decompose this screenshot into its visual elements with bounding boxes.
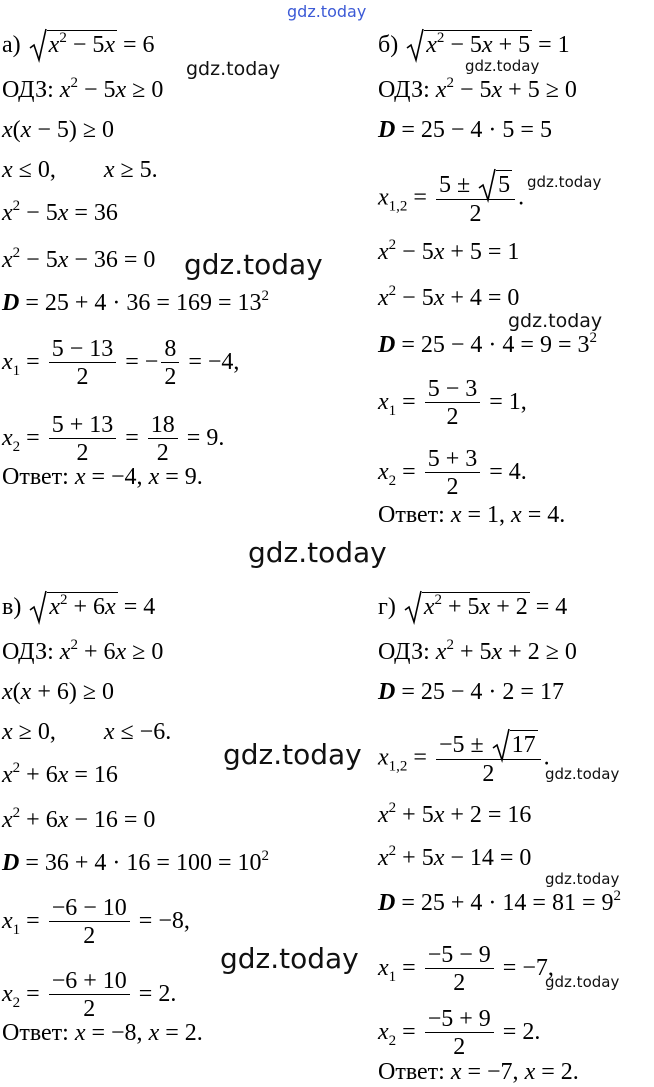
watermark: gdz.today — [248, 536, 387, 569]
problem-a-discriminant: $D = 25 + 4 \cdot 36 = 169 = 13^2$ — [2, 288, 269, 316]
problem-v-label: в) — [2, 594, 22, 620]
problem-b-discriminant2: $D = 25 - 4 \cdot 4 = 9 = 3^2$ — [378, 330, 597, 358]
problem-g-label: г) — [378, 594, 396, 620]
problem-a-odz: ОДЗ: $x^2 - 5x \ge 0$ — [2, 75, 164, 103]
problem-g-discriminant2: $D = 25 + 4 \cdot 14 = 81 = 9^2$ — [378, 888, 621, 916]
watermark: gdz.today — [545, 765, 620, 783]
problem-v-root1: $x_1$ = $\frac{-6 - 10}{2}$ = −8, — [2, 895, 190, 949]
watermark: gdz.today — [545, 973, 620, 991]
watermark: gdz.today — [223, 738, 362, 771]
watermark: gdz.today — [184, 248, 323, 281]
problem-a-label: а) — [2, 32, 21, 58]
problem-v-answer: Ответ: x = −8, x = 2. — [2, 1020, 203, 1046]
problem-b-label: б) — [378, 32, 399, 58]
problem-b-discriminant: D = 25 − 4 · 5 = 5 — [378, 117, 552, 143]
watermark: gdz.today — [545, 870, 620, 888]
problem-g-root1: $x_1$ = $\frac{-5 - 9}{2}$ = −7, — [378, 942, 554, 996]
watermark: gdz.today — [186, 58, 281, 80]
watermark: gdz.today — [465, 57, 540, 75]
problem-b-root2: $x_2$ = $\frac{5 + 3}{2}$ = 4. — [378, 446, 527, 500]
problem-g-discriminant: D = 25 − 4 · 2 = 17 — [378, 679, 564, 705]
problem-b-step: $x^2 - 5x + 4 = 0$ — [378, 283, 520, 311]
problem-a-step: x ≤ 0, x ≥ 5. — [2, 157, 158, 183]
problem-g-answer: Ответ: x = −7, x = 2. — [378, 1059, 579, 1085]
watermark: gdz.today — [527, 173, 602, 191]
problem-a-equation: а) $x^2 - 5x = 6$ — [2, 30, 155, 58]
problem-a-answer: Ответ: x = −4, x = 9. — [2, 464, 203, 490]
problem-g-step: $x^2 + 5x - 14 = 0$ — [378, 843, 532, 871]
problem-v-root2: $x_2$ = $\frac{-6 + 10}{2}$ = 2. — [2, 968, 177, 1022]
problem-g-roots: $x_{1,2}$ = −5 ± 17 2 . — [378, 730, 550, 788]
problem-a-step: $x^2 - 5x - 36 = 0$ — [2, 245, 156, 273]
problem-a-step: x(x − 5) ≥ 0 — [2, 117, 115, 143]
watermark: gdz.today — [220, 942, 359, 975]
problem-g-odz: ОДЗ: $x^2 + 5x + 2 \ge 0$ — [378, 637, 577, 665]
problem-v-step: $x^2 + 6x - 16 = 0$ — [2, 805, 156, 833]
problem-v-odz: ОДЗ: $x^2 + 6x \ge 0$ — [2, 637, 164, 665]
problem-v-equation: в) $x^2 + 6x = 4$ — [2, 592, 156, 620]
problem-g-step: $x^2 + 5x + 2 = 16$ — [378, 800, 532, 828]
problem-b-step: $x^2 - 5x + 5 = 1$ — [378, 237, 520, 265]
problem-a-root1: $x_1$ = $\frac{5 - 13}{2}$ = − $\frac{8}{2}$ = −4, — [2, 336, 240, 390]
watermark: gdz.today — [287, 2, 367, 21]
problem-v-step: x ≥ 0, x ≤ −6. — [2, 719, 172, 745]
problem-v-discriminant: $D = 36 + 4 \cdot 16 = 100 = 10^2$ — [2, 848, 269, 876]
problem-b-odz: ОДЗ: $x^2 - 5x + 5 \ge 0$ — [378, 75, 577, 103]
problem-b-answer: Ответ: x = 1, x = 4. — [378, 502, 566, 528]
problem-v-step: x(x + 6) ≥ 0 — [2, 679, 115, 705]
problem-b-roots: $x_{1,2}$ = 5 ± 5 2 . — [378, 170, 524, 228]
problem-a-step: $x^2 - 5x = 36$ — [2, 198, 118, 226]
watermark: gdz.today — [508, 310, 603, 332]
problem-b-root1: $x_1$ = $\frac{5 - 3}{2}$ = 1, — [378, 376, 527, 430]
problem-a-root2: $x_2$ = $\frac{5 + 13}{2}$ = $\frac{18}{2}$ = 9. — [2, 412, 225, 466]
problem-g-root2: $x_2$ = $\frac{-5 + 9}{2}$ = 2. — [378, 1006, 541, 1060]
problem-b-equation: б) $x^2 - 5x + 5 = 1$ — [378, 30, 570, 58]
problem-v-step: $x^2 + 6x = 16$ — [2, 760, 118, 788]
problem-g-equation: г) $x^2 + 5x + 2 = 4$ — [378, 592, 568, 620]
